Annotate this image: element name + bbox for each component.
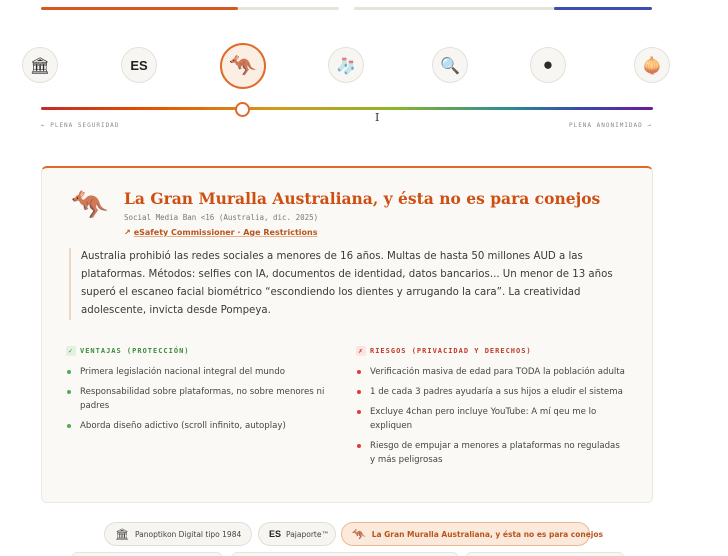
- chip-label: Panoptikon Digital tipo 1984: [134, 529, 242, 539]
- cons-heading-label: RIESGOS (PRIVACIDAD Y DERECHOS): [370, 347, 532, 355]
- onion-icon: 🧅: [642, 55, 662, 75]
- slider-thumb[interactable]: [235, 102, 250, 117]
- chip-panoptikon[interactable]: [104, 522, 252, 546]
- sock-icon: 🧦: [336, 55, 356, 75]
- cons-item: Verificación masiva de edad para TODA la población adulta: [356, 365, 626, 379]
- pros-column: [66, 346, 336, 439]
- scale-label-security: ← PLENA SEGURIDAD: [41, 122, 120, 129]
- card-body: Australia prohibió las redes sociales a menores de 16 años. Multas de hasta 50 millones AUD a las plataformas. Métodos: selfies con IA, documentos de identidad, datos bancarios... Un menor de 13 años superó el escaneo facial biométrico “escondiendo los dientes y arrugando la cara”. La creatividad adolescente, invicta desde Pompeya.: [69, 248, 629, 320]
- cons-item: 1 de cada 3 padres ayudaría a sus hijos a eludir el sistema: [356, 385, 626, 399]
- cross-icon: ✗: [356, 346, 366, 356]
- kangaroo-icon: 🦘: [352, 527, 366, 541]
- es-badge: ES: [269, 529, 282, 539]
- chip-partial[interactable]: [72, 552, 222, 556]
- cons-item: Excluye 4chan pero incluye YouTube: A mí qeu me lo expliquen: [356, 405, 626, 433]
- chip-partial[interactable]: [466, 552, 624, 556]
- timeline-node-onion[interactable]: [634, 47, 670, 83]
- text-cursor-icon: I: [375, 111, 380, 124]
- chip-label: La Gran Muralla Australiana, y ésta no es para conejos: [371, 529, 603, 539]
- timeline-node-kangaroo[interactable]: [220, 43, 266, 89]
- chip-gran-muralla[interactable]: [341, 522, 603, 546]
- pros-heading: [66, 346, 336, 356]
- building-icon: 🏛: [115, 527, 129, 541]
- security-anonymity-slider-track[interactable]: [41, 107, 653, 110]
- source-link[interactable]: [124, 228, 318, 237]
- source-link-label: eSafety Commissioner · Age Restrictions: [133, 228, 318, 237]
- protection-meter: [41, 0, 339, 14]
- chip-label: Pajaporte™: [286, 529, 329, 539]
- chip-partial[interactable]: [232, 552, 458, 556]
- pros-item: Aborda diseño adictivo (scroll infinito, autoplay): [66, 419, 336, 433]
- protection-meter-fill: [41, 7, 238, 10]
- check-icon: ✓: [66, 346, 76, 356]
- cons-item: Riesgo de empujar a menores a plataformas no reguladas y más peligrosas: [356, 439, 626, 467]
- circle-icon: ⚫: [541, 55, 555, 75]
- info-card: [41, 166, 653, 503]
- timeline-node-circle[interactable]: [530, 47, 566, 83]
- cons-column: [356, 346, 626, 473]
- magnifier-icon: 🔍: [440, 55, 460, 75]
- cons-heading: [356, 346, 626, 356]
- privacy-meter-fill: [554, 7, 652, 10]
- pros-item: Responsabilidad sobre plataformas, no sobre menores ni padres: [66, 385, 336, 413]
- kangaroo-icon: 🦘: [229, 53, 257, 79]
- timeline-node-es[interactable]: [121, 47, 157, 83]
- protection-meter-label: [41, 0, 93, 1]
- timeline-node-magnifier[interactable]: [432, 47, 468, 83]
- privacy-meter-label: [589, 0, 652, 1]
- timeline-node-sock[interactable]: [328, 47, 364, 83]
- pros-item: Primera legislación nacional integral del mundo: [66, 365, 336, 379]
- chip-pajaporte[interactable]: [258, 522, 336, 546]
- card-title: La Gran Muralla Australiana, y ésta no es para conejos: [124, 189, 601, 208]
- privacy-meter-track: [354, 7, 652, 10]
- kangaroo-icon: 🦘: [71, 188, 109, 223]
- protection-meter-track: [41, 7, 339, 10]
- timeline-node-building[interactable]: [22, 47, 58, 83]
- card-subtitle: Social Media Ban <16 (Australia, dic. 2025): [124, 213, 319, 222]
- building-icon: 🏛: [29, 55, 51, 75]
- pros-heading-label: VENTAJAS (PROTECCIÓN): [80, 347, 190, 355]
- external-link-icon: ↗: [124, 228, 131, 237]
- es-badge: ES: [130, 57, 148, 73]
- privacy-meter: [354, 0, 652, 14]
- scale-label-anonymity: PLENA ANONIMIDAD →: [568, 122, 652, 129]
